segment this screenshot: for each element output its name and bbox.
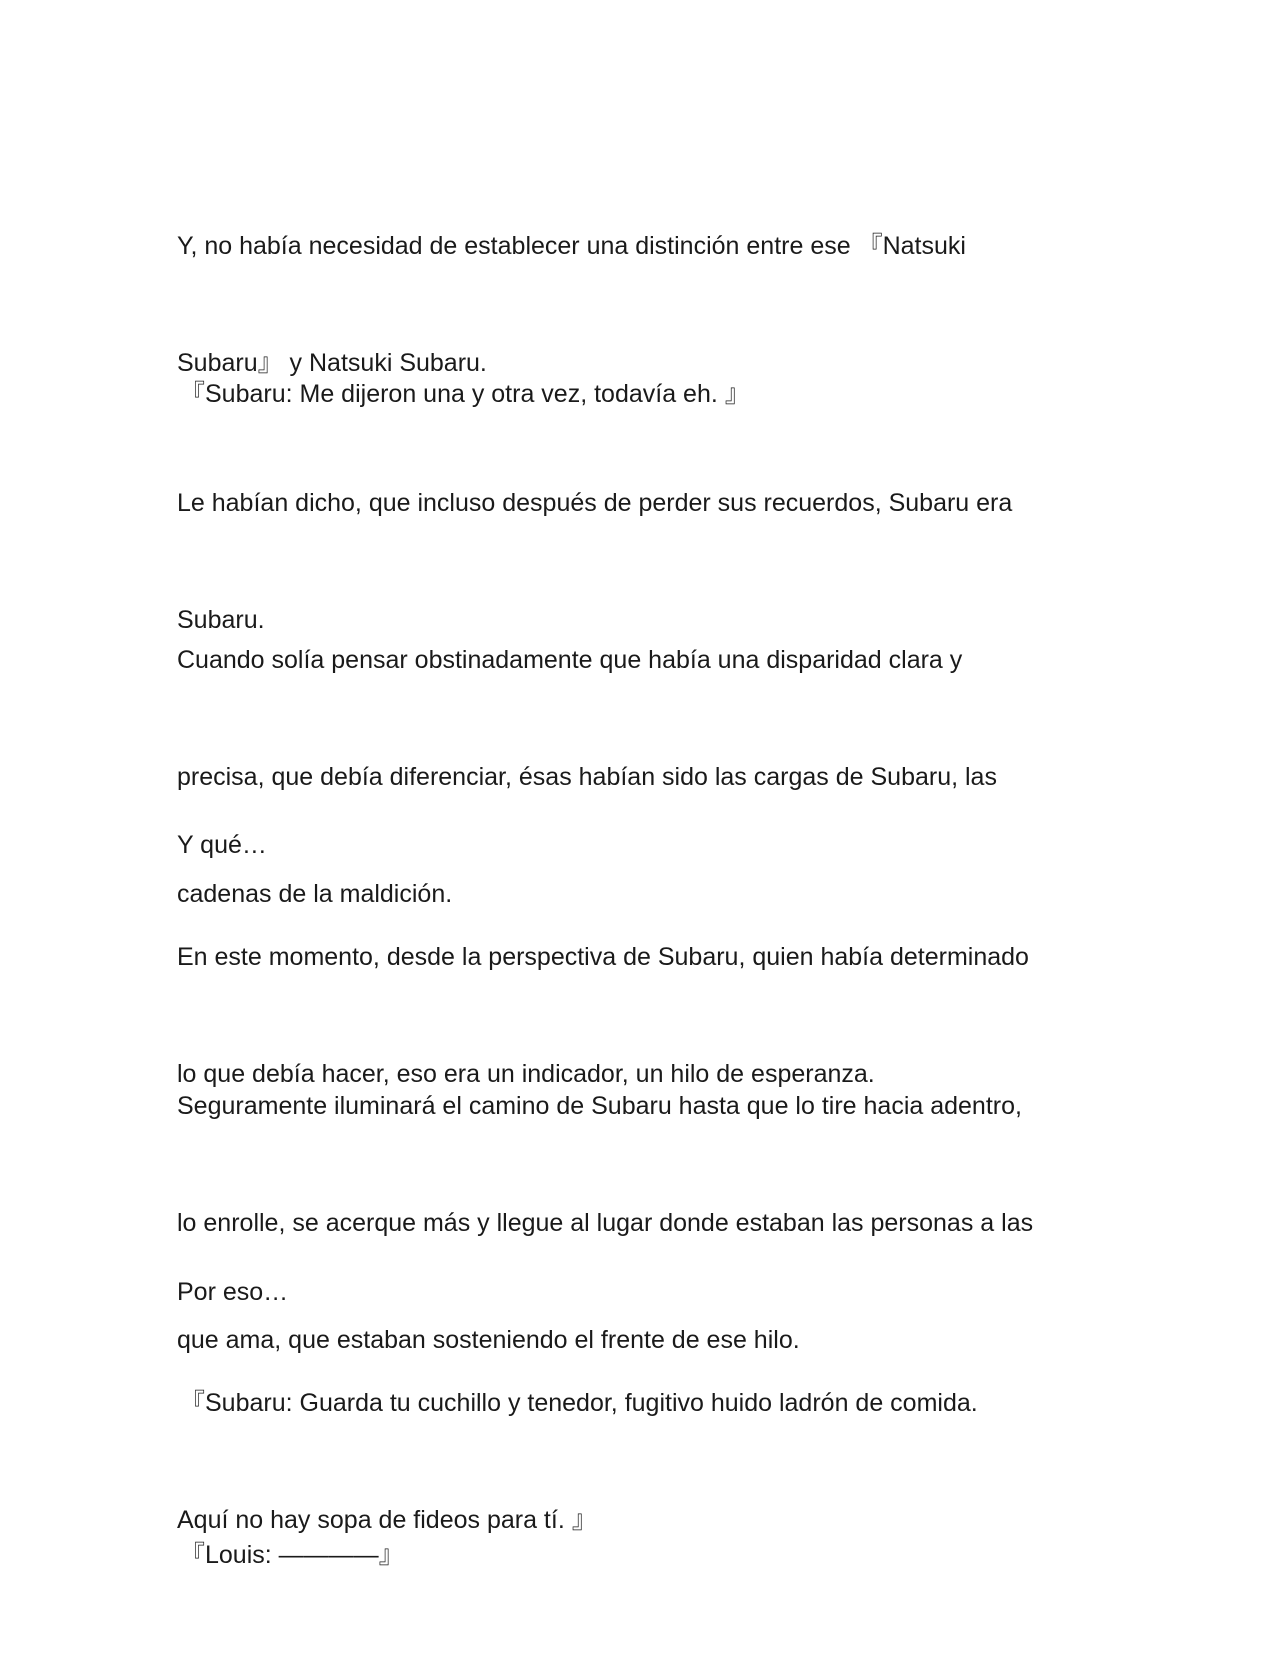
text-line: precisa, que debía diferenciar, ésas habían sido las cargas de Subaru, las: [177, 763, 997, 791]
text-line: que ama, que estaban sosteniendo el frente de ese hilo.: [177, 1326, 800, 1354]
text-line: Subaru.: [177, 606, 265, 634]
paragraph-10: [180, 1458, 1100, 1653]
text-line: Cuando solía pensar obstinadamente que había una disparidad clara y: [177, 646, 963, 674]
text-line: Seguramente iluminará el camino de Subaru hasta que lo tire hacia adentro,: [177, 1092, 1022, 1120]
text-line: cadenas de la maldición.: [177, 880, 453, 908]
text-line: 『Louis: ————』: [180, 1541, 404, 1569]
text-line: 『Subaru: Guarda tu cuchillo y tenedor, fugitivo huido ladrón de comida.: [180, 1389, 978, 1417]
text-line: Y, no había necesidad de establecer una distinción entre ese 『Natsuki: [177, 232, 966, 260]
text-line: Le habían dicho, que incluso después de perder sus recuerdos, Subaru era: [177, 489, 1013, 517]
text-line: Por eso…: [177, 1278, 289, 1306]
text-line: Aquí no hay sopa de fideos para tí. 』: [177, 1506, 597, 1534]
text-line: En este momento, desde la perspectiva de Subaru, quien había determinado: [177, 943, 1029, 971]
text-line: Subaru』 y Natsuki Subaru.: [177, 349, 487, 377]
text-line: 『Subaru: Me dijeron una y otra vez, todavía eh. 』: [180, 380, 750, 408]
text-line: Y qué…: [177, 831, 267, 859]
text-line: lo que debía hacer, eso era un indicador, un hilo de esperanza.: [177, 1060, 875, 1088]
text-line: lo enrolle, se acerque más y llegue al lugar donde estaban las personas a las: [177, 1209, 1034, 1237]
